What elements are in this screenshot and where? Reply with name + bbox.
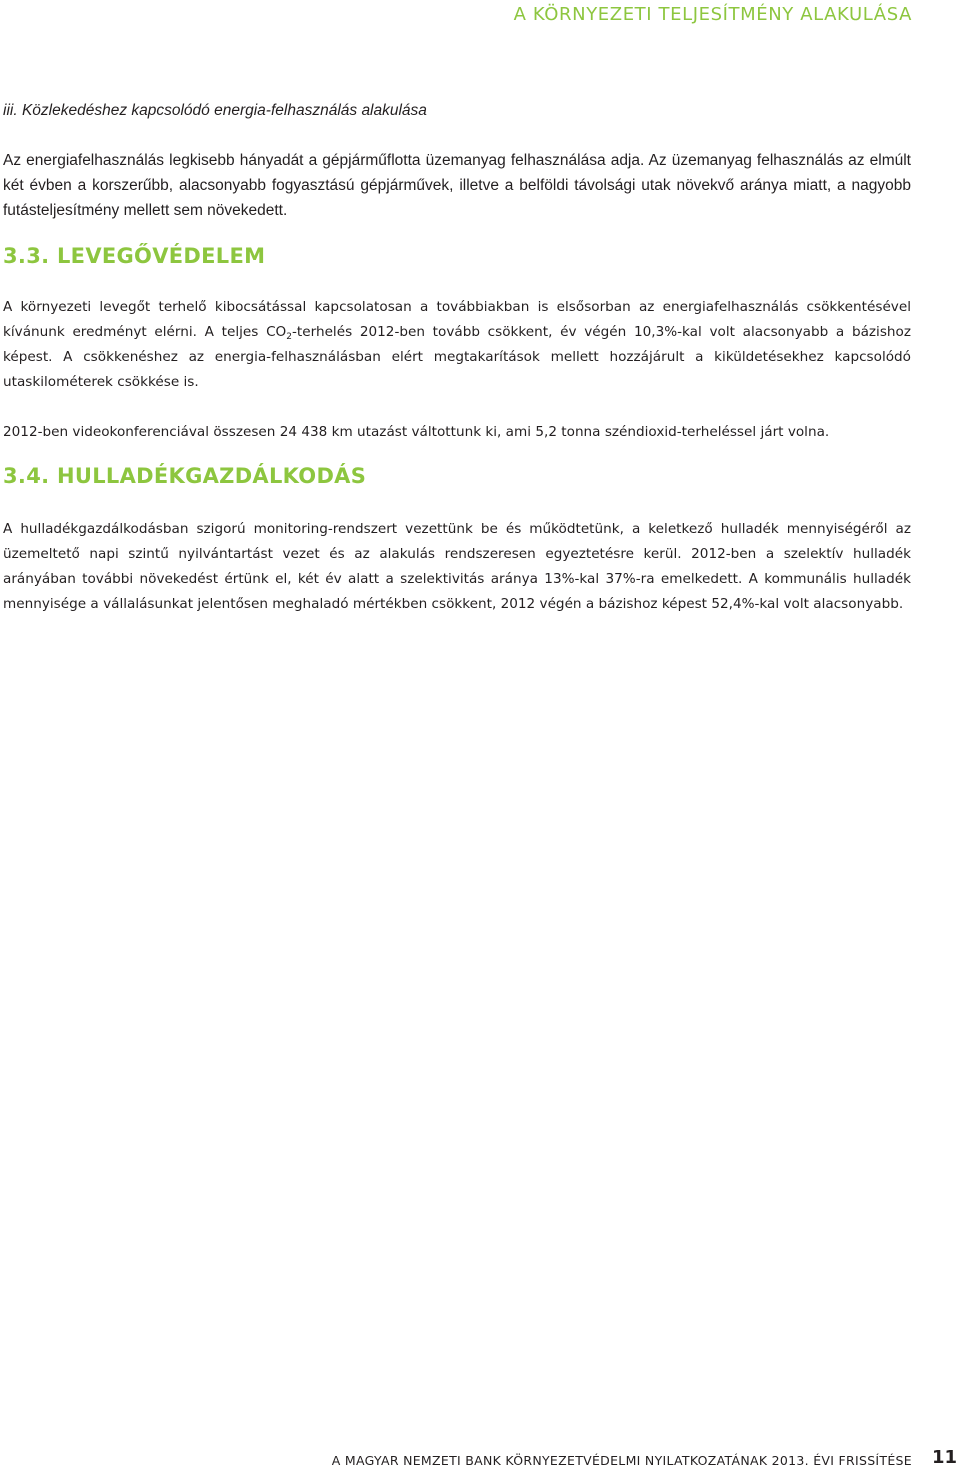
footer-title: A MAGYAR NEMZETI BANK KÖRNYEZETVÉDELMI NYILATKOZATÁNAK 2013. ÉVI FRISSÍTÉSE: [331, 1453, 912, 1468]
waste-management-paragraph: A hulladékgazdálkodásban szigorú monitoring-rendszert vezettünk be és működtetünk, a keletkező hulladék mennyiségéről az üzemeltető napi szintű nyilvántartást vezet és az alakulás rendszeresen egyeztetésre kerül. 2012-ben a szelektív hulladék arányában további növekedést értünk el, két év alatt a szelektivitás aránya 13%-kal 37%-ra emelkedett. A kommunális hulladék mennyisége a vállalásunkat jelentősen meghaladó mértékben csökkent, 2012 végén a bázishoz képest 52,4%-kal volt alacsonyabb.: [3, 521, 911, 612]
page-number: 11: [931, 1447, 957, 1468]
air-protection-paragraph-part1: A környezeti levegőt terhelő kibocsátással kapcsolatosan a továbbiakban is elsősorban az energiafelhasználás csökkentésével kívánunk eredményt elérni. A teljes CO: [3, 299, 911, 340]
transport-subheading: iii. Közlekedéshez kapcsolódó energia-felhasználás alakulása: [3, 102, 427, 119]
air-protection-paragraph-part2: -terhelés 2012-ben tovább csökkent, év végén 10,3%-kal volt alacsonyabb a bázishoz képest. A csökkenéshez az energia-felhasználásban elért megtakarítások mellett hozzájárult a kiküldetésekhez kapcsolódó utaskilométerek csökkése is.: [3, 324, 911, 390]
waste-management-heading: 3.4. HULLADÉKGAZDÁLKODÁS: [3, 464, 367, 488]
transport-paragraph: Az energiafelhasználás legkisebb hányadát a gépjárműflotta üzemanyag felhasználása adja. Az üzemanyag felhasználás az elmúlt két évben a korszerűbb, alacsonyabb fogyasztású gépjárművek, illetve a belföldi távolsági utak növekvő aránya miatt, a nagyobb futásteljesítmény mellett sem növekedett.: [3, 152, 911, 219]
air-protection-heading: 3.3. LEVEGŐVÉDELEM: [3, 244, 266, 268]
co2-subscript: 2: [286, 332, 292, 342]
running-header-title: A KÖRNYEZETI TELJESÍTMÉNY ALAKULÁSA: [513, 4, 912, 25]
air-protection-paragraph: [3, 295, 911, 395]
videoconference-paragraph: 2012-ben videokonferenciával összesen 24 438 km utazást váltottunk ki, ami 5,2 tonna széndioxid-terheléssel járt volna.: [3, 424, 830, 440]
